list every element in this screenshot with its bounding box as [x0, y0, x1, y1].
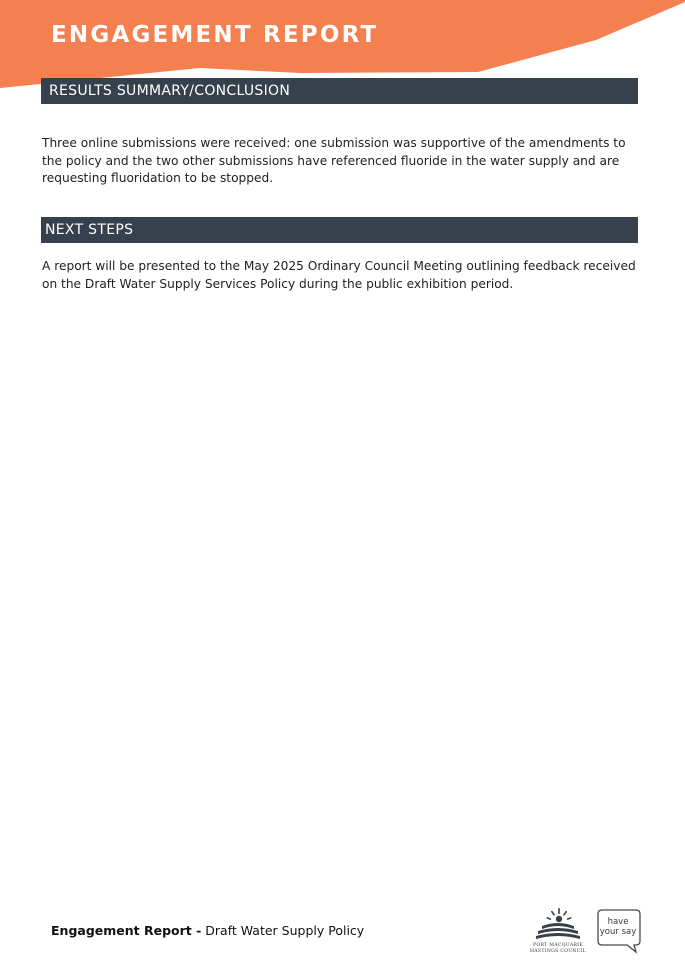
- results-paragraph: Three online submissions were received: one submission was supportive of the amendments to the policy and the two other submissions have referenced fluoride in the water supply and are requesting fluoridation to be stopped.: [42, 136, 626, 185]
- next-steps-paragraph: A report will be presented to the May 2025 Ordinary Council Meeting outlining feedback received on the Draft Water Supply Services Policy during the public exhibition period.: [42, 259, 636, 291]
- have-your-say-logo: [596, 908, 642, 954]
- have-your-say-line1: have: [607, 917, 629, 927]
- page-title: ENGAGEMENT REPORT: [51, 22, 379, 48]
- footer-label: [51, 923, 364, 938]
- council-logo-line2: HASTINGS COUNCIL: [530, 949, 586, 954]
- have-your-say-line2: your say: [599, 927, 637, 937]
- footer-label-rest: Draft Water Supply Policy: [201, 923, 365, 938]
- section-heading-next-steps: NEXT STEPS: [41, 217, 638, 243]
- council-logo-icon: [528, 906, 588, 942]
- council-logo-line1: PORT MACQUARIE: [533, 943, 583, 948]
- council-logo: [528, 906, 588, 956]
- have-your-say-text: [598, 917, 638, 937]
- section-heading-results: RESULTS SUMMARY/CONCLUSION: [41, 78, 638, 104]
- footer-label-bold: Engagement Report -: [51, 923, 202, 938]
